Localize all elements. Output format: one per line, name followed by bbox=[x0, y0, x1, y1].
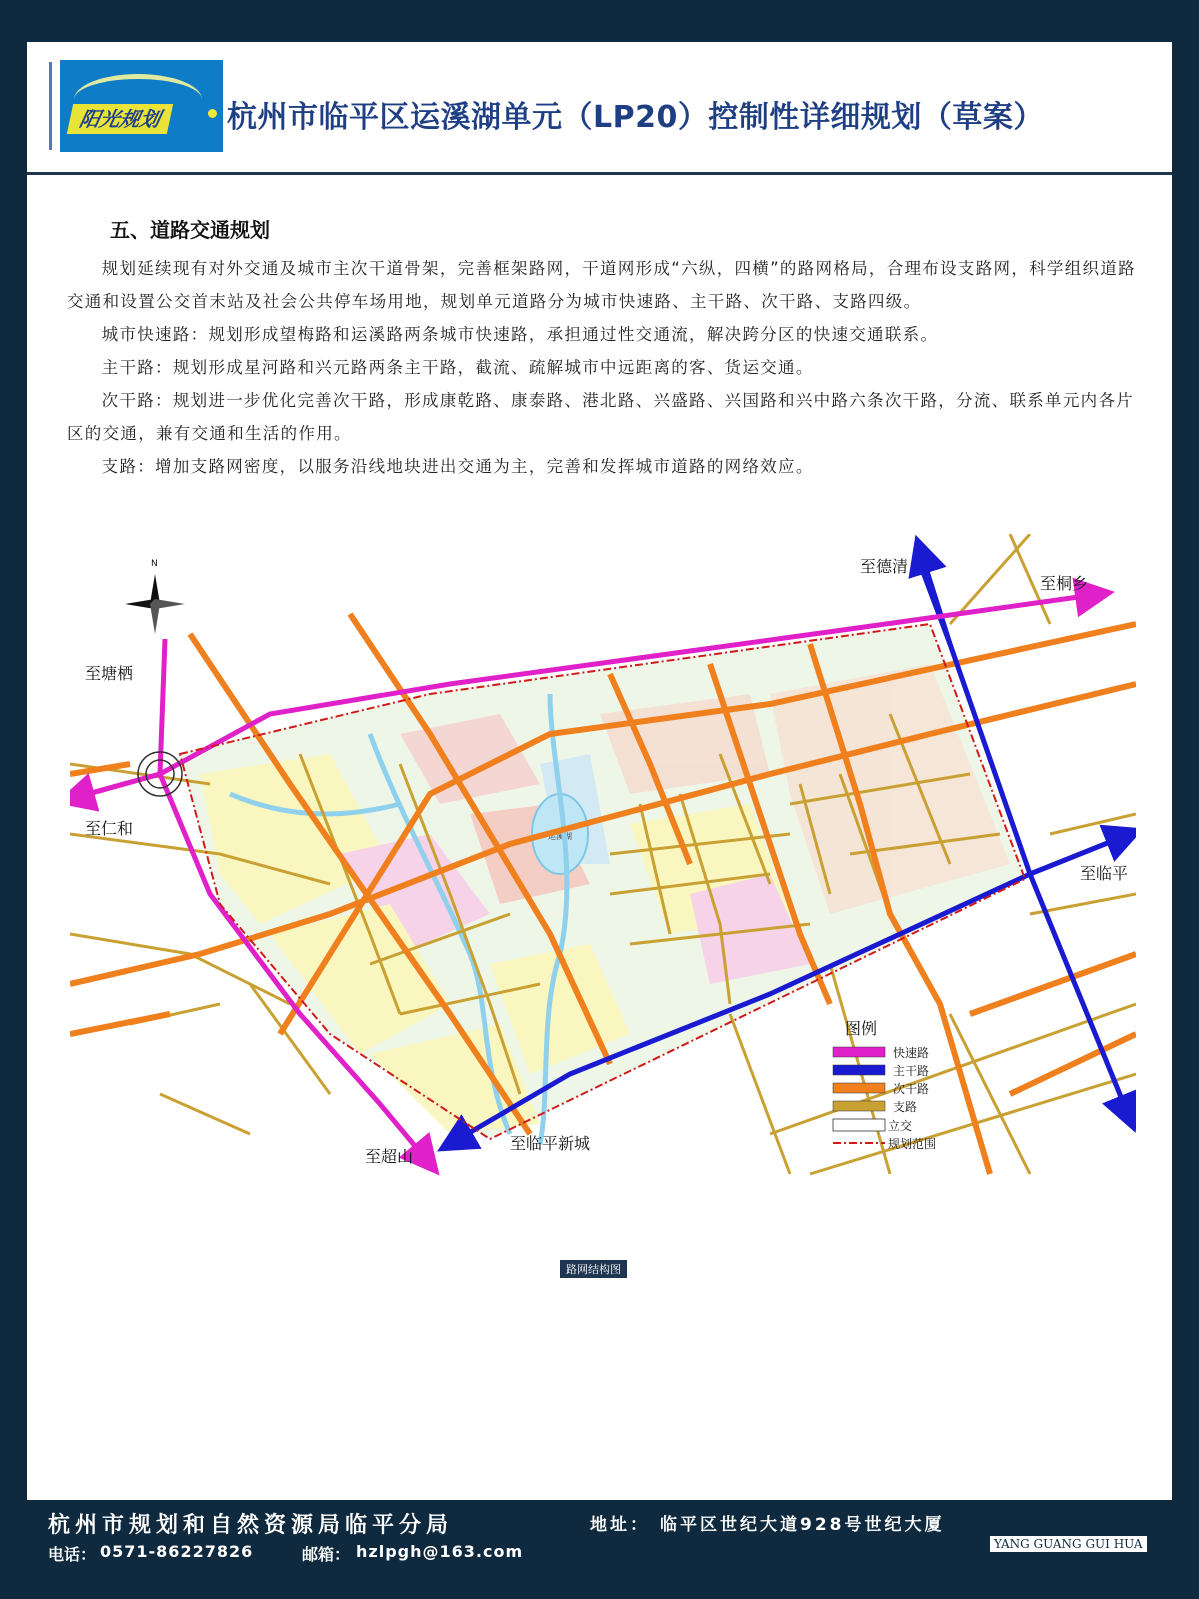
logo bbox=[60, 60, 223, 152]
footer-email-label: 邮箱： bbox=[302, 1545, 351, 1564]
map-caption: 路网结构图 bbox=[560, 1260, 627, 1278]
logo-text: 阳光规划 bbox=[67, 104, 173, 134]
logo-dot bbox=[208, 109, 217, 118]
legend-item: 次干路 bbox=[893, 1082, 930, 1096]
legend-item: 快速路 bbox=[893, 1046, 930, 1060]
footer-brand: YANG GUANG GUI HUA bbox=[990, 1536, 1147, 1552]
footer bbox=[0, 1500, 1199, 1599]
map-legend bbox=[833, 1019, 936, 1151]
dest-deqing: 至德清 bbox=[860, 557, 909, 576]
footer-tel: 0571-86227826 bbox=[100, 1542, 254, 1561]
header-divider bbox=[49, 62, 52, 150]
section-body bbox=[67, 252, 1137, 483]
legend-item: 规划范围 bbox=[888, 1137, 937, 1151]
road-network-map bbox=[70, 534, 1136, 1177]
dest-chaoshan: 至超山 bbox=[365, 1147, 414, 1166]
paragraph: 规划延续现有对外交通及城市主次干道骨架，完善框架路网，干道网形成“六纵，四横”的路网格局，合理布设支路网，科学组织道路交通和设置公交首末站及社会公共停车场用地，规划单元道路分为城市快速路、主干路、次干路、支路四级。 bbox=[67, 259, 1136, 311]
page-panel bbox=[27, 42, 1172, 1500]
footer-address-label: 地址： bbox=[590, 1515, 650, 1535]
paragraph: 城市快速路：规划形成望梅路和运溪路两条城市快速路，承担通过性交通流，解决跨分区的快速交通联系。 bbox=[101, 325, 939, 344]
north-label: N bbox=[151, 559, 158, 569]
footer-tel-label: 电话： bbox=[48, 1545, 97, 1564]
header-rule bbox=[27, 172, 1172, 175]
paragraph: 次干路：规划进一步优化完善次干路，形成康乾路、康泰路、港北路、兴盛路、兴国路和兴中路六条次干路，分流、联系单元内各片区的交通，兼有交通和生活的作用。 bbox=[67, 391, 1135, 443]
legend-item: 支路 bbox=[893, 1100, 918, 1114]
dest-tongxiang: 至桐乡 bbox=[1040, 574, 1089, 593]
section-title: 五、道路交通规划 bbox=[110, 218, 270, 242]
lake-label: 运溪湖 bbox=[548, 832, 572, 841]
legend-item: 立交 bbox=[888, 1119, 913, 1133]
legend-title: 图例 bbox=[845, 1019, 878, 1038]
footer-org: 杭州市规划和自然资源局临平分局 bbox=[48, 1513, 454, 1538]
north-arrow-icon bbox=[125, 574, 185, 634]
paragraph: 主干路：规划形成星河路和兴元路两条主干路，截流、疏解城市中远距离的客、货运交通。 bbox=[101, 358, 814, 377]
dest-renhe: 至仁和 bbox=[85, 819, 134, 838]
dest-linping-new-city: 至临平新城 bbox=[510, 1134, 591, 1153]
footer-email: hzlpgh@163.com bbox=[356, 1542, 524, 1561]
footer-address: 临平区世纪大道928号世纪大厦 bbox=[660, 1515, 945, 1535]
dest-tangqi: 至塘栖 bbox=[85, 664, 134, 683]
header bbox=[27, 42, 1172, 174]
page-title: 杭州市临平区运溪湖单元（LP20）控制性详细规划（草案） bbox=[227, 100, 1044, 135]
paragraph: 支路：增加支路网密度，以服务沿线地块进出交通为主，完善和发挥城市道路的网络效应。 bbox=[101, 457, 814, 476]
legend-item: 主干路 bbox=[893, 1064, 930, 1078]
dest-linping: 至临平 bbox=[1080, 864, 1129, 883]
